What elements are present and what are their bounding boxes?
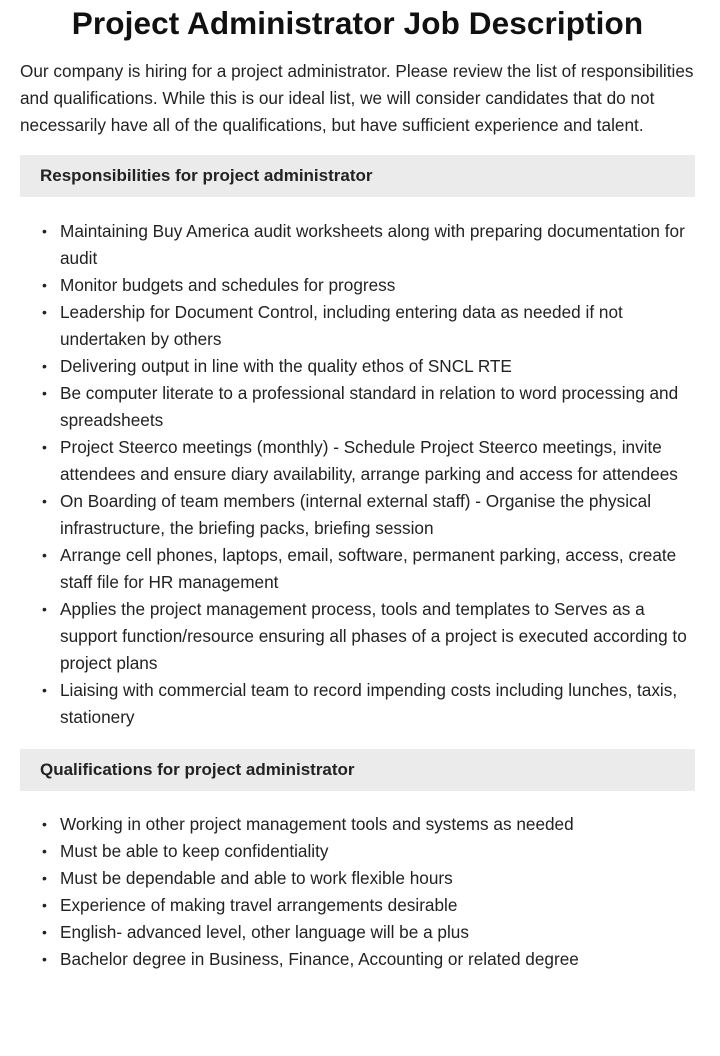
list-item [42,488,695,542]
list-item [42,299,695,353]
bullet-icon: • [42,358,47,374]
intro-paragraph: Our company is hiring for a project administrator. Please review the list of responsibilities and qualifications. While this is our ideal list, we will consider candidates that do not necessarily have all of the qualifications, but have sufficient experience and talent. [20,61,694,135]
list-item-text: Working in other project management tools and systems as needed [60,814,574,834]
page-title: Project Administrator Job Description [71,5,644,41]
list-item-text: Must be dependable and able to work flexible hours [60,868,453,888]
bullet-icon: • [42,897,47,913]
qualifications-heading: Qualifications for project administrator [20,749,695,791]
bullet-icon: • [42,385,47,401]
list-item [42,865,695,892]
bullet-icon: • [42,682,47,698]
list-item-text: Leadership for Document Control, including entering data as needed if not undertaken by others [60,302,623,349]
list-item [42,434,695,488]
list-item [42,946,695,973]
list-item [42,919,695,946]
list-item-text: On Boarding of team members (internal external staff) - Organise the physical infrastructure, the briefing packs, briefing session [60,491,652,538]
bullet-icon: • [42,304,47,320]
bullet-icon: • [42,870,47,886]
list-item [42,380,695,434]
list-item [42,353,695,380]
qualifications-list [20,811,695,973]
list-item [42,596,695,677]
bullet-icon: • [42,493,47,509]
list-item-text: Monitor budgets and schedules for progress [60,275,396,295]
responsibilities-heading: Responsibilities for project administrator [20,155,695,197]
list-item [42,838,695,865]
bullet-icon: • [42,843,47,859]
list-item [42,218,695,272]
list-item-text: Applies the project management process, tools and templates to Serves as a support function/resource ensuring all phases of a project is executed according to project plans [60,599,687,673]
list-item-text: Liaising with commercial team to record impending costs including lunches, taxis, stationery [60,680,678,727]
bullet-icon: • [42,223,47,239]
bullet-icon: • [42,924,47,940]
list-item [42,677,695,731]
bullet-icon: • [42,816,47,832]
list-item-text: English- advanced level, other language will be a plus [60,922,469,942]
responsibilities-list [20,218,695,731]
list-item [42,811,695,838]
list-item-text: Bachelor degree in Business, Finance, Accounting or related degree [60,949,579,969]
list-item [42,272,695,299]
bullet-icon: • [42,277,47,293]
list-item-text: Maintaining Buy America audit worksheets along with preparing documentation for audit [60,221,685,268]
list-item-text: Experience of making travel arrangements desirable [60,895,458,915]
bullet-icon: • [42,547,47,563]
list-item-text: Arrange cell phones, laptops, email, software, permanent parking, access, create staff file for HR management [60,545,677,592]
list-item-text: Be computer literate to a professional standard in relation to word processing and spreadsheets [60,383,679,430]
list-item-text: Project Steerco meetings (monthly) - Schedule Project Steerco meetings, invite attendees and ensure diary availability, arrange parking and access for attendees [60,437,678,484]
list-item-text: Delivering output in line with the quality ethos of SNCL RTE [60,356,512,376]
bullet-icon: • [42,601,47,617]
bullet-icon: • [42,951,47,967]
bullet-icon: • [42,439,47,455]
list-item [42,892,695,919]
list-item-text: Must be able to keep confidentiality [60,841,329,861]
list-item [42,542,695,596]
